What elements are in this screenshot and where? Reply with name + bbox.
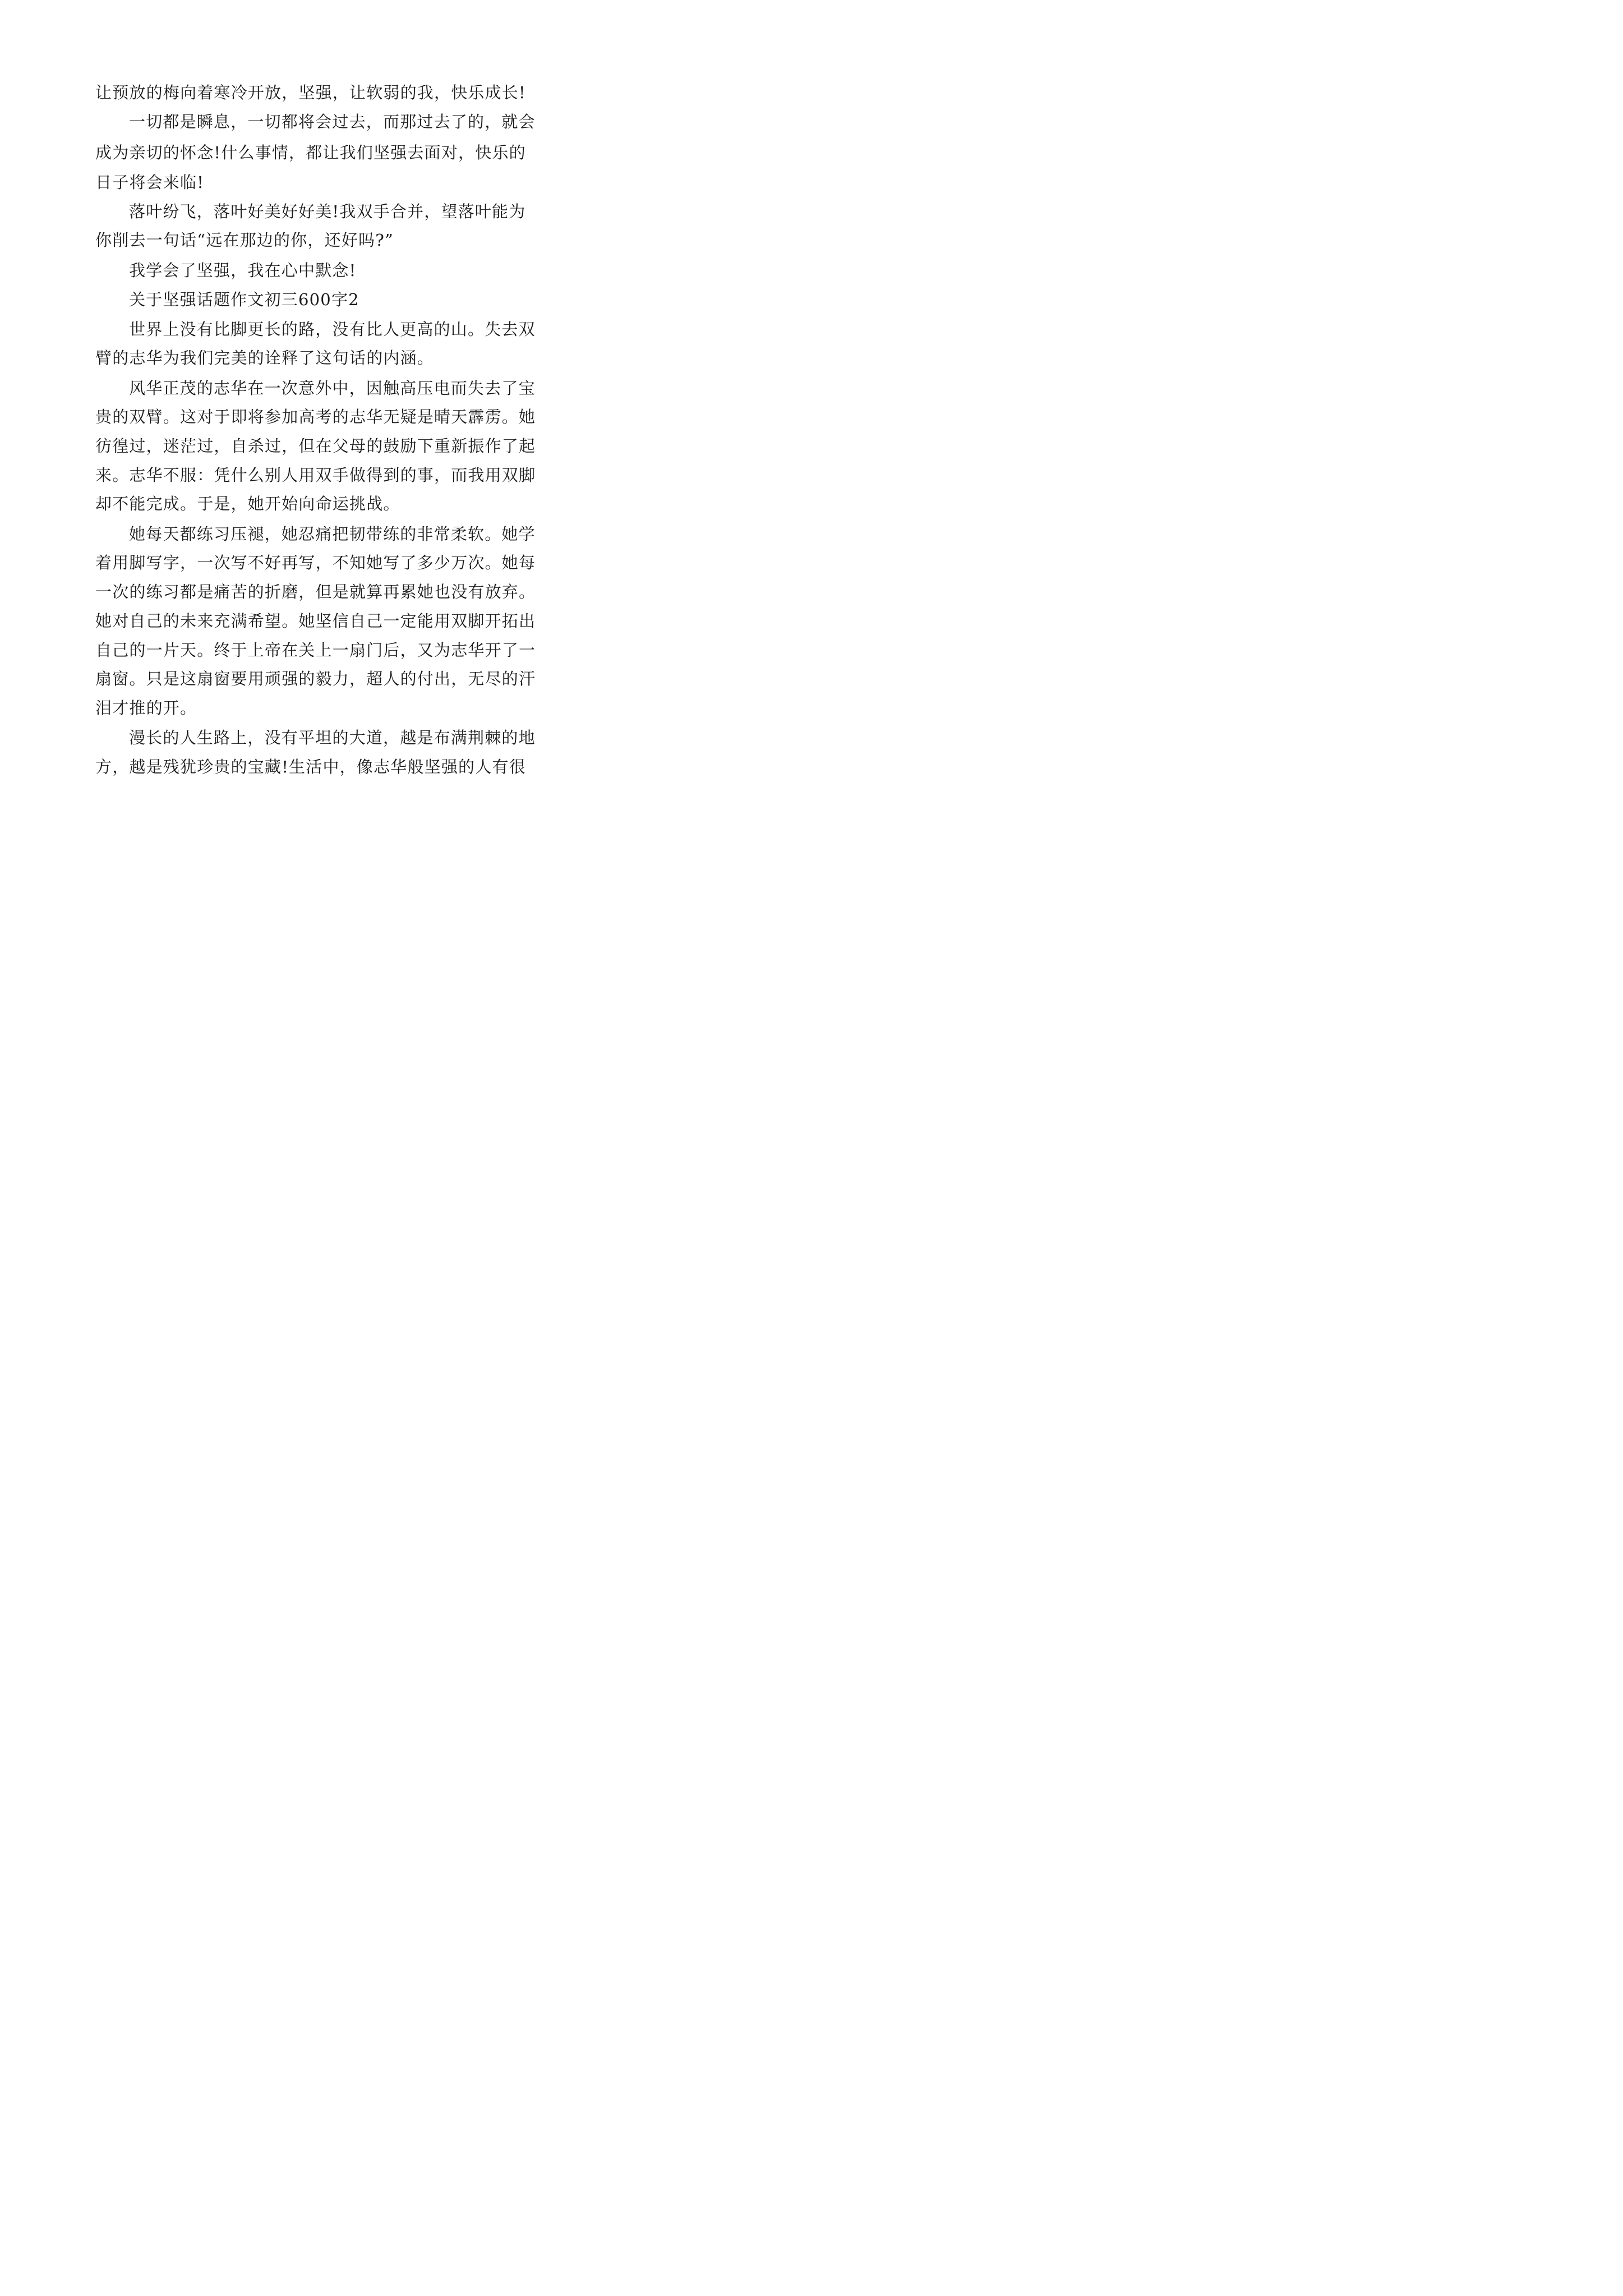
text-line: 风华正茂的志华在一次意外中，因触高压电而失去了宝 — [129, 379, 536, 398]
text-line: 泪才推的开。 — [95, 698, 197, 717]
text-line: 世界上没有比脚更长的路，没有比人更高的山。失去双 — [129, 320, 536, 339]
section-heading: 关于坚强话题作文初三600字2 — [129, 290, 359, 309]
text-line: 来。志华不服：凭什么别人用双手做得到的事，而我用双脚 — [95, 466, 536, 485]
text-line: 自己的一片天。终于上帝在关上一扇门后，又为志华开了一 — [95, 641, 536, 660]
text-line: 方，越是残犹珍贵的宝藏!生活中，像志华般坚强的人有很 — [95, 757, 526, 776]
text-line: 落叶纷飞，落叶好美好好美!我双手合并，望落叶能为 — [129, 202, 526, 221]
text-line: 我学会了坚强，我在心中默念! — [129, 261, 357, 280]
text-line: 臂的志华为我们完美的诠释了这句话的内涵。 — [95, 348, 435, 367]
document-page — [0, 0, 623, 881]
text-line: 漫长的人生路上，没有平坦的大道，越是布满荆棘的地 — [129, 728, 536, 747]
text-line: 日子将会来临! — [95, 173, 205, 192]
text-line: 她对自己的未来充满希望。她坚信自己一定能用双脚开拓出 — [95, 611, 536, 631]
text-line: 着用脚写字，一次写不好再写，不知她写了多少万次。她每 — [95, 553, 536, 572]
text-line: 却不能完成。于是，她开始向命运挑战。 — [95, 494, 400, 513]
text-line: 成为亲切的怀念!什么事情，都让我们坚强去面对，快乐的 — [95, 143, 526, 162]
text-line: 贵的双臂。这对于即将参加高考的志华无疑是晴天霹雳。她 — [95, 407, 536, 426]
text-line: 一切都是瞬息，一切都将会过去，而那过去了的，就会 — [129, 112, 536, 131]
text-line: 扇窗。只是这扇窗要用顽强的毅力，超人的付出，无尽的汗 — [95, 669, 536, 688]
text-line: 彷徨过，迷茫过，自杀过，但在父母的鼓励下重新振作了起 — [95, 436, 536, 455]
text-line: 她每天都练习压褪，她忍痛把韧带练的非常柔软。她学 — [129, 524, 536, 544]
text-line: 你削去一句话“远在那边的你，还好吗?” — [95, 231, 394, 250]
text-line: 让预放的梅向着寒冷开放，坚强，让软弱的我，快乐成长! — [95, 83, 526, 102]
text-line: 一次的练习都是痛苦的折磨，但是就算再累她也没有放弃。 — [95, 582, 536, 601]
